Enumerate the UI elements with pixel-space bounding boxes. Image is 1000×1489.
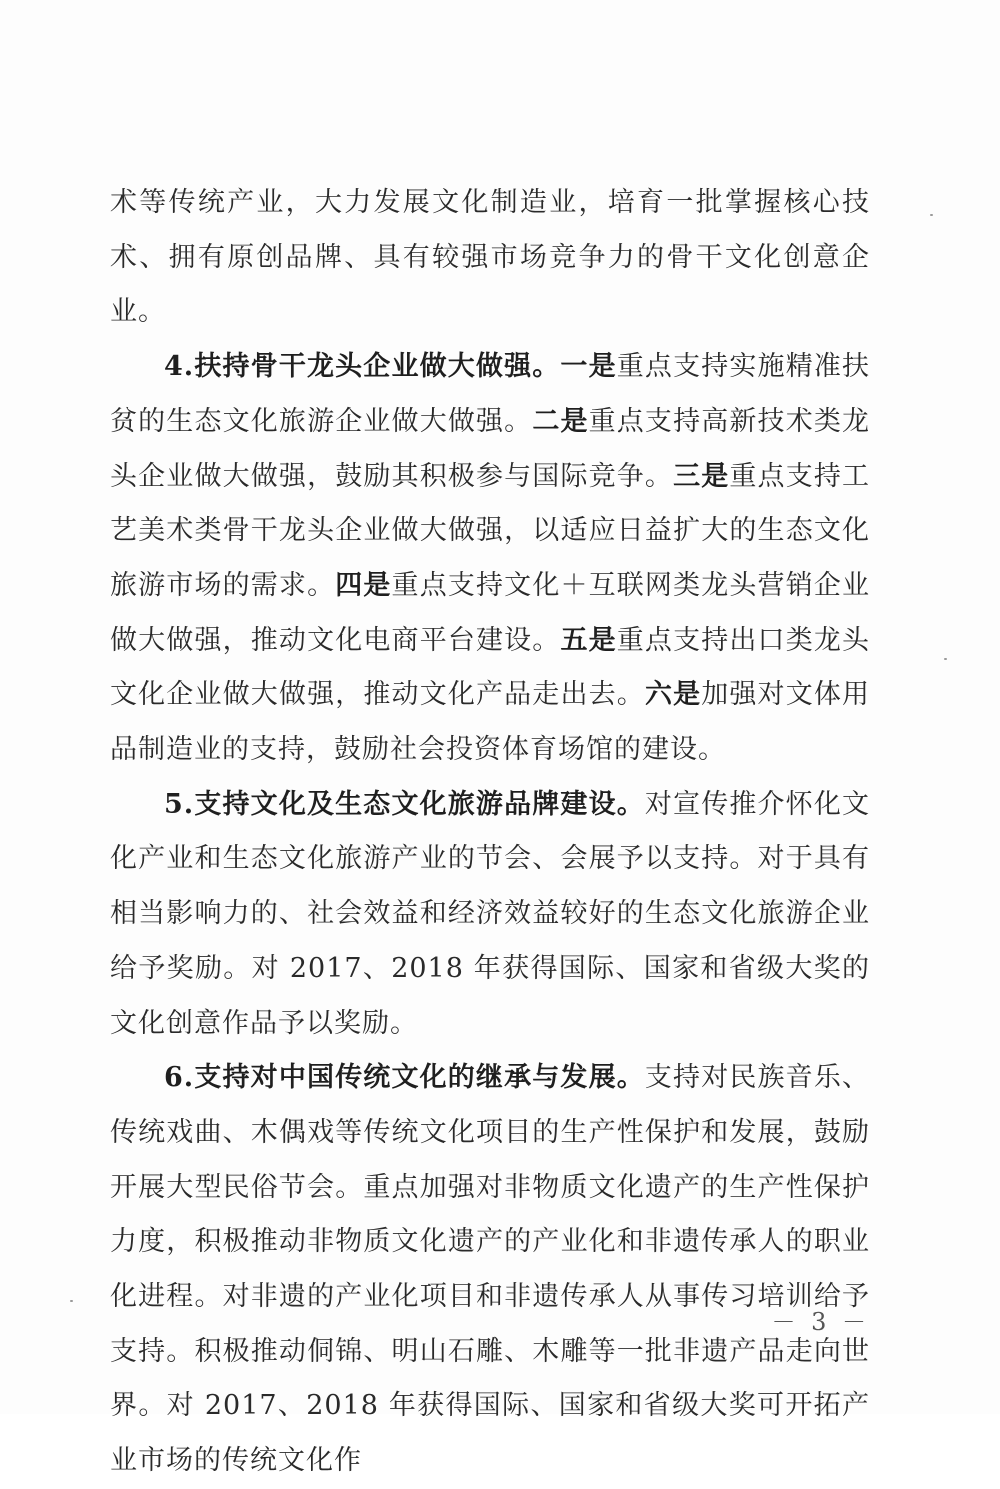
paragraph-text: 支持对民族音乐、传统戏曲、木偶戏等传统文化项目的生产性保护和发展，鼓励开展大型民俗节会。重点加强对非物质文化遗产的生产性保护力度，积极推动非物质文化遗产的产业化和非遗传承人的职业化进程。对非遗的产业化项目和非遗传承人从事传习培训给予支持。积极推动侗锦、明山石雕、木雕等一批非遗产品走向世界。对 2017、2018 年获得国际、国家和省级大奖可开拓产业市场的传统文化作: [110, 1062, 871, 1477]
paragraph-text: 重点支持实施精准扶贫的生态文化旅游企业做大做强。: [110, 351, 871, 437]
paragraph-p-intro: [110, 176, 870, 340]
enumeration-lead: 四是: [335, 569, 392, 601]
paragraph-heading: 5.支持文化及生态文化旅游品牌建设。: [164, 788, 645, 820]
scan-speck: [944, 658, 947, 660]
paragraph-heading: 6.支持对中国传统文化的继承与发展。: [164, 1062, 645, 1094]
paragraph-text: 加强对文体用品制造业的支持，鼓励社会投资体育场馆的建设。: [110, 679, 871, 766]
enumeration-lead: 一是: [560, 351, 617, 383]
page-number: － 3 －: [771, 1308, 870, 1336]
scan-speck: [70, 1300, 73, 1302]
paragraph-text: 重点支持出口类龙头文化企业做大做强，推动文化产品走出去。: [110, 624, 871, 711]
paragraph-p4: [110, 340, 870, 778]
paragraph-p6: [110, 1051, 870, 1489]
paragraph-text: 术等传统产业，大力发展文化制造业，培育一批掌握核心技术、拥有原创品牌、具有较强市场竞争力的骨干文化创意企业。: [110, 187, 870, 328]
enumeration-lead: 二是: [532, 405, 589, 437]
enumeration-lead: 六是: [644, 679, 702, 711]
paragraph-text: 重点支持工艺美术类骨干龙头企业做大做强，以适应日益扩大的生态文化旅游市场的需求。: [110, 460, 871, 601]
paragraph-text: 对宣传推介怀化文化产业和生态文化旅游产业的节会、会展予以支持。对于具有相当影响力的、社会效益和经济效益较好的生态文化旅游企业给予奖励。对 2017、2018 年获得国际、国家和省级大奖的文化创意作品予以奖励。: [110, 788, 871, 1039]
paragraph-p5: [110, 778, 870, 1052]
paragraph-text: 重点支持文化＋互联网类龙头营销企业做大做强，推动文化电商平台建设。: [110, 569, 871, 656]
paragraph-heading: 4.扶持骨干龙头企业做大做强。: [164, 351, 561, 383]
paragraph-text: 重点支持高新技术类龙头企业做大做强，鼓励其积极参与国际竞争。: [110, 405, 871, 492]
scan-speck: [930, 214, 933, 216]
document-body: [110, 176, 870, 1489]
enumeration-lead: 三是: [673, 460, 730, 492]
enumeration-lead: 五是: [560, 624, 617, 656]
